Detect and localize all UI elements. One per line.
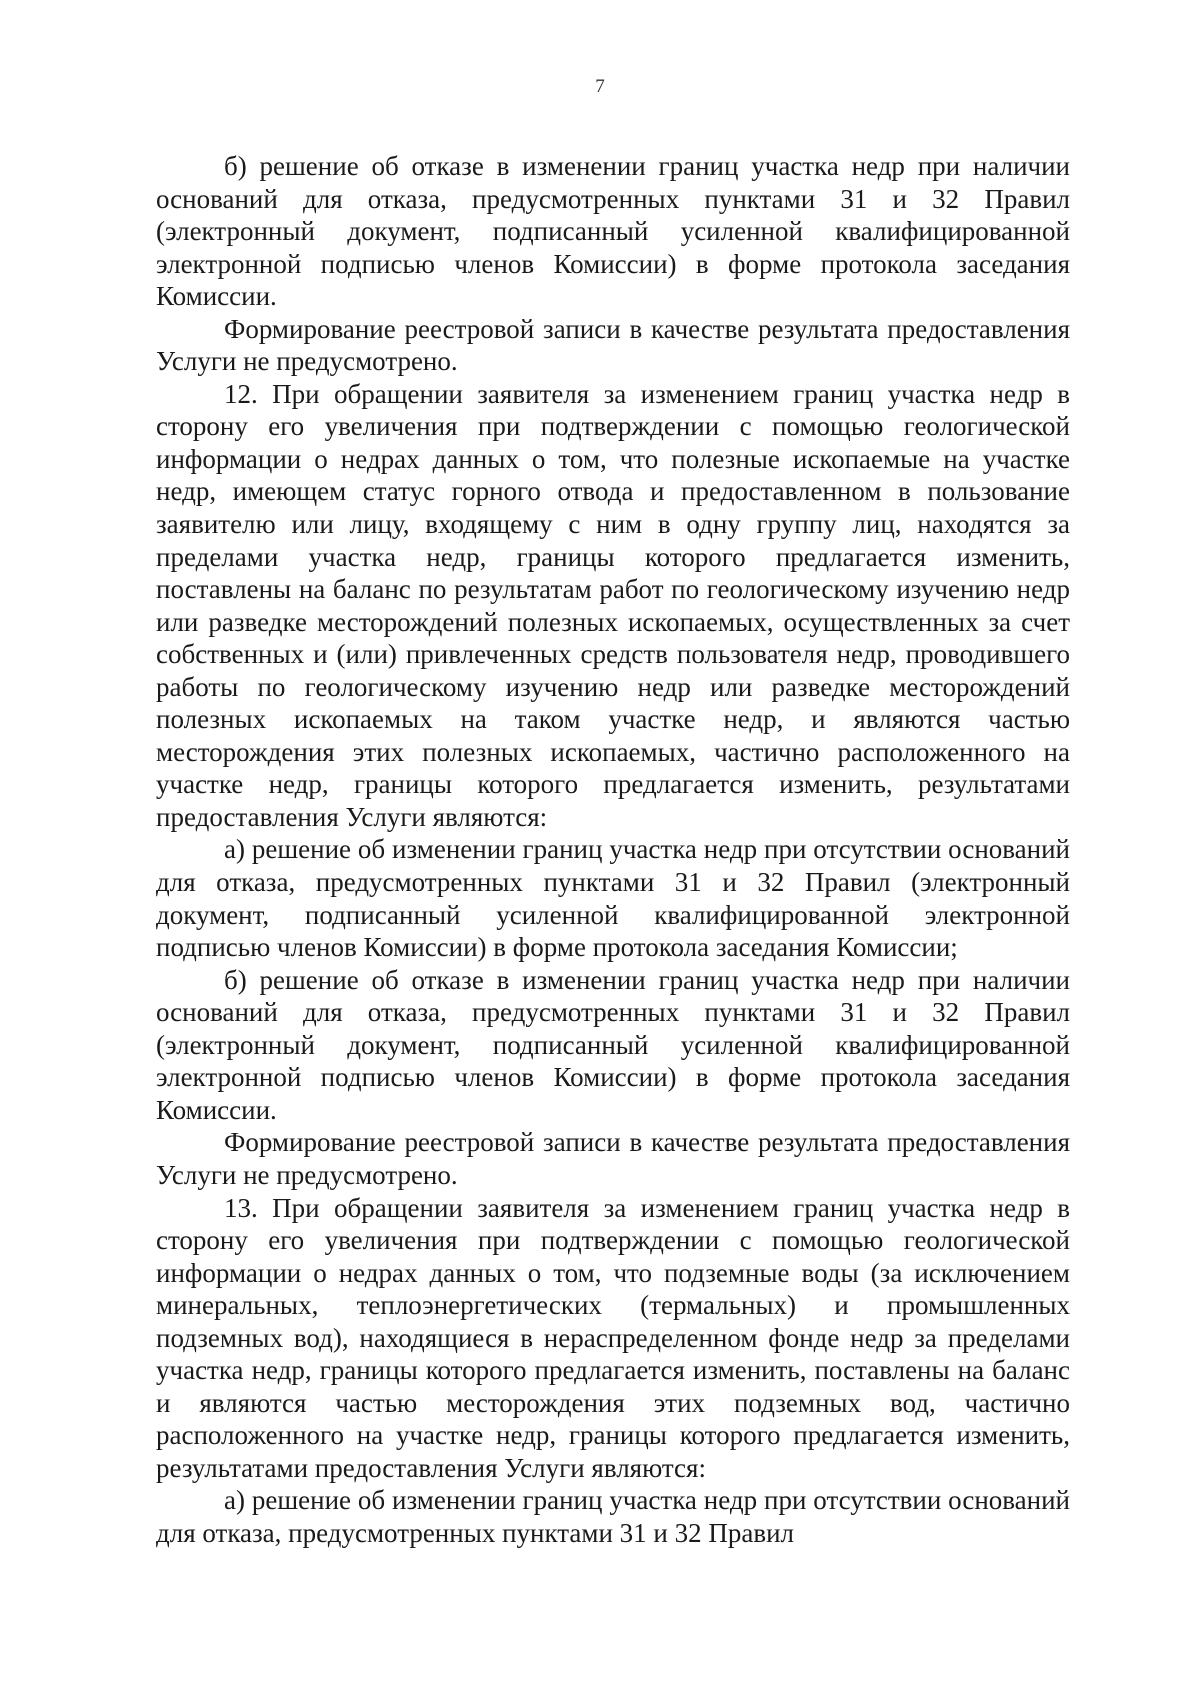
paragraph-a-change-2: а) решение об изменении границ участка недр при отсутствии оснований для отказа, предусмотренных пунктами 31 и 32 Правил <box>156 1485 1070 1548</box>
paragraph-a-change-1: а) решение об изменении границ участка недр при отсутствии оснований для отказа, предусмотренных пунктами 31 и 32 Правил (электронный документ, подписанный усиленной квалифицированной электронной подписью членов Комиссии) в форме протокола заседания Комиссии; <box>156 834 1070 963</box>
page-number: 7 <box>595 76 605 97</box>
document-body <box>156 150 1070 1550</box>
paragraph-item-12: 12. При обращении заявителя за изменением границ участка недр в сторону его увеличения при подтверждении с помощью геологической информации о недрах данных о том, что полезные ископаемые на участке недр, имеющем статус горного отвода и предоставленном в пользование заявителю или лицу, входящему с ним в одну группу лиц, находятся за пределами участка недр, границы которого предлагается изменить, поставлены на баланс по результатам работ по геологическому изучению недр или разведке месторождений полезных ископаемых, осуществленных за счет собственных и (или) привлеченных средств пользователя недр, проводившего работы по геологическому изучению недр или разведке месторождений полезных ископаемых на таком участке недр, и являются частью месторождения этих полезных ископаемых, частично расположенного на участке недр, границы которого предлагается изменить, результатами предоставления Услуги являются: <box>156 378 1070 832</box>
paragraph-registry-note-1: Формирование реестровой записи в качестве результата предоставления Услуги не предусмотрено. <box>156 313 1070 377</box>
paragraph-item-13: 13. При обращении заявителя за изменением границ участка недр в сторону его увеличения при подтверждении с помощью геологической информации о недрах данных о том, что подземные воды (за исключением минеральных, теплоэнергетических (термальных) и промышленных подземных вод), находящиеся в нераспределенном фонде недр за пределами участка недр, границы которого предлагается изменить, поставлены на баланс и являются частью месторождения этих подземных вод, частично расположенного на участке недр, границы которого предлагается изменить, результатами предоставления Услуги являются: <box>156 1192 1070 1483</box>
paragraph-b-refusal-1: б) решение об отказе в изменении границ участка недр при наличии оснований для отказа, предусмотренных пунктами 31 и 32 Правил (электронный документ, подписанный усиленной квалифицированной электронной подписью членов Комиссии) в форме протокола заседания Комиссии. <box>156 151 1070 312</box>
paragraph-b-refusal-2: б) решение об отказе в изменении границ участка недр при наличии оснований для отказа, предусмотренных пунктами 31 и 32 Правил (электронный документ, подписанный усиленной квалифицированной электронной подписью членов Комиссии) в форме протокола заседания Комиссии. <box>156 964 1070 1125</box>
paragraph-registry-note-2: Формирование реестровой записи в качестве результата предоставления Услуги не предусмотрено. <box>156 1127 1070 1190</box>
